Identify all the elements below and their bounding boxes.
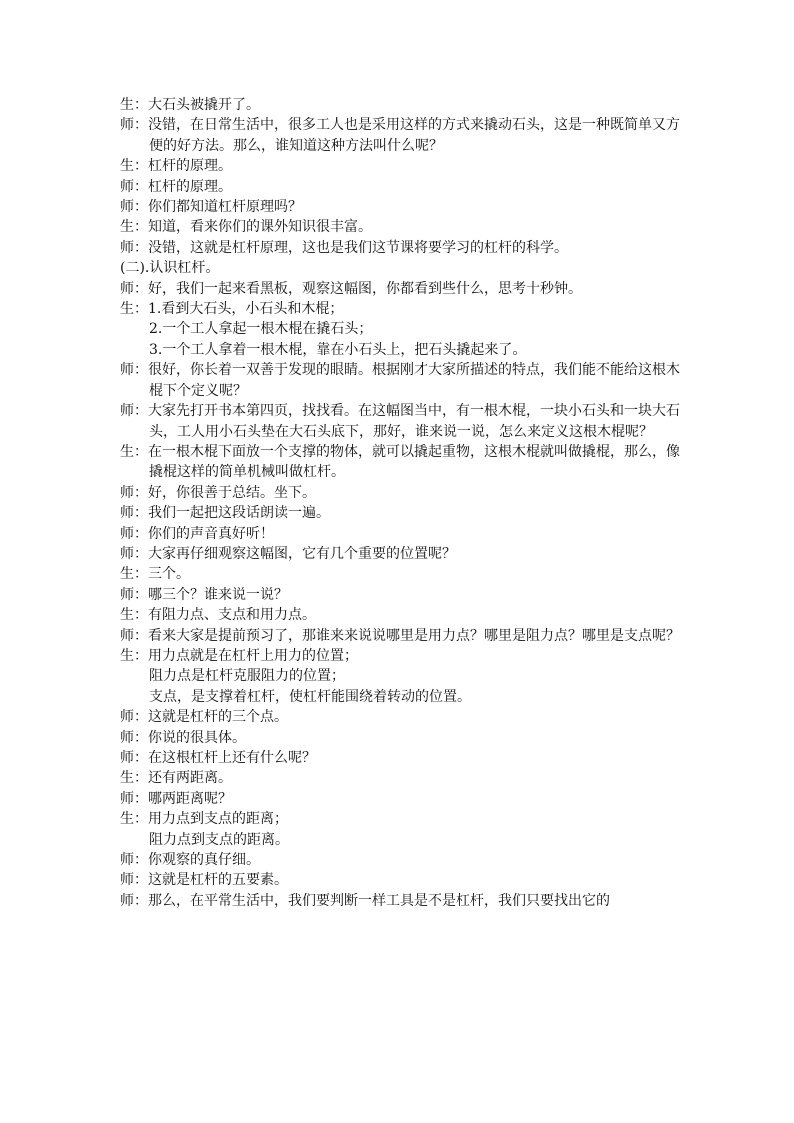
dialogue-line: 师：哪两距离呢？ [120,790,232,807]
dialogue-line: (二).认识杠杆。 [120,260,220,277]
dialogue-line: 师：那么，在平常生活中，我们要判断一样工具是不是杠杆，我们只要找出它的 [120,892,610,909]
dialogue-line: 师：看来大家是提前预习了，那谁来来说说哪里是用力点？哪里是阻力点？哪里是支点呢？ [120,627,680,644]
dialogue-line: 生：三个。 [120,566,190,583]
continuation-line: 阻力点到支点的距离。 [149,831,289,848]
continuation-line: 支点，是支撑着杠杆，使杠杆能围绕着转动的位置。 [149,688,471,705]
continuation-line: 头，工人用小石头垫在大石头底下，那好，谁来说一说，怎么来定义这根木棍呢？ [149,423,653,440]
dialogue-line: 师：你观察的真仔细。 [120,852,260,869]
dialogue-line: 生：大石头被撬开了。 [120,97,260,113]
continuation-line: 阻力点是杠杆克服阻力的位置； [149,668,345,685]
dialogue-line: 师：我们一起把这段话朗读一遍。 [120,505,330,522]
document-body [120,95,680,911]
dialogue-line: 师：没错，在日常生活中，很多工人也是采用这样的方式来撬动石头，这是一种既简单又方便的好方法。那么，谁知道这种方法叫什么呢？ [120,117,680,154]
dialogue-line: 师：没错，这就是杠杆原理，这也是我们这节课将要学习的杠杆的科学。 [120,239,568,256]
dialogue-line: 师：好，你很善于总结。坐下。 [120,484,316,501]
dialogue-line: 师：在这根杠杆上还有什么呢？ [120,750,316,766]
dialogue-line: 生：用力点到支点的距离； [120,811,288,828]
dialogue-line: 生：还有两距离。 [120,770,232,787]
dialogue-line: 师：你说的很具体。 [120,729,246,746]
dialogue-line: 师：好，我们一起来看黑板，观察这幅图，你都看到些什么，思考十秒钟。 [120,280,582,297]
dialogue-line: 生：用力点就是在杠杆上用力的位置； [120,647,358,664]
dialogue-line: 师：这就是杠杆的三个点。 [120,709,288,726]
dialogue-line: 生：在一根木棍下面放一个支撑的物体，就可以撬起重物，这根木棍就叫做撬棍，那么，像撬棍这样的简单机械叫做杠杆。 [120,443,680,481]
dialogue-line: 师：大家再仔细观察这幅图，它有几个重要的位置呢？ [120,545,456,562]
continuation-line: 3.一个工人拿着一根木棍，靠在小石头上，把石头撬起来了。 [149,341,527,358]
dialogue-line: 师：这就是杠杆的五要素。 [120,872,288,889]
dialogue-line: 生：有阻力点、支点和用力点。 [120,607,316,624]
dialogue-line: 师：哪三个？谁来说一说？ [120,586,288,603]
continuation-line: 棍下个定义呢？ [149,382,247,399]
dialogue-line: 师：你们都知道杠杆原理吗？ [120,199,302,216]
dialogue-line: 师：大家先打开书本第四页，找找看。在这幅图当中，有一根木棍，一块小石头和一块大石 [120,403,680,420]
dialogue-line: 师：你们的声音真好听！ [120,525,274,542]
dialogue-line: 生：杠杆的原理。 [120,158,232,175]
dialogue-line: 生：知道，看来你们的课外知识很丰富。 [120,219,372,236]
continuation-line: 2.一个工人拿起一根木棍在撬石头； [149,321,373,338]
dialogue-line: 师：很好，你长着一双善于发现的眼睛。根据刚才大家所描述的特点，我们能不能给这根木 [120,362,680,379]
dialogue-line: 生：1.看到大石头，小石头和木棍； [120,301,344,318]
dialogue-line: 师：杠杆的原理。 [120,178,232,195]
